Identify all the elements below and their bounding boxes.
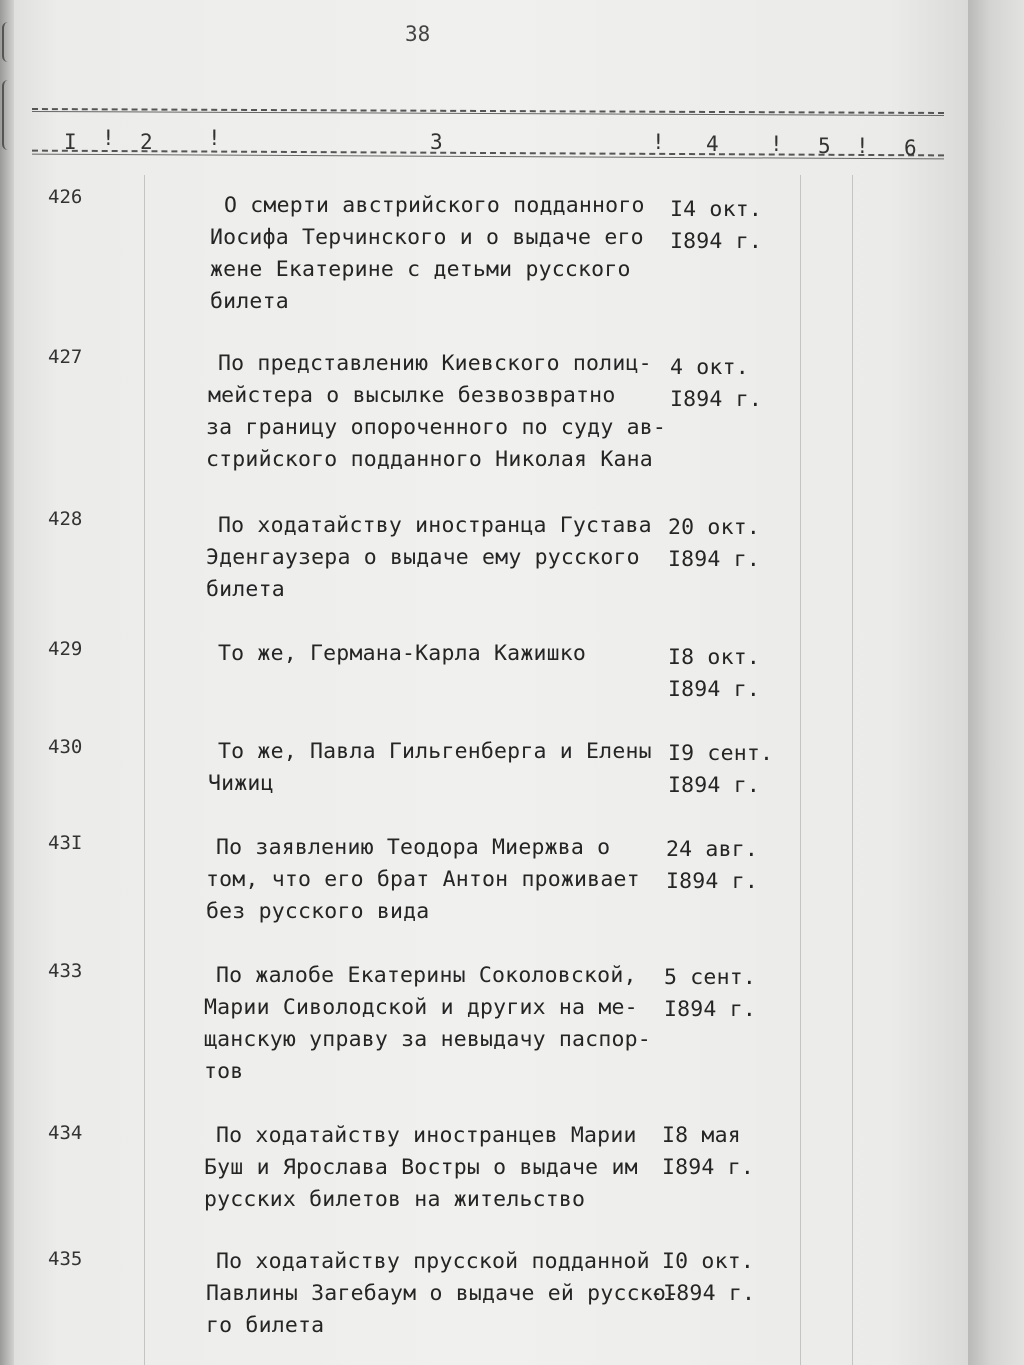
entry-date-line: I894 г. [666,869,759,894]
column-header-1: I [64,130,77,154]
entry-description-line: жене Екатерине с детьми русского [210,257,631,282]
entry-number: 430 [48,736,83,758]
entry-description-line: О смерти австрийского подданного [224,193,645,218]
entry-description-line: По ходатайству иностранцев Марии [216,1123,637,1148]
entry-date-line: I4 окт. [670,197,763,222]
entry-number: 435 [48,1248,83,1270]
entry-date-line: 4 окт. [670,355,749,380]
entry-description-line: щанскую управу за невыдачу паспор- [204,1027,651,1052]
entry-description-line: Иосифа Терчинского и о выдаче его [210,225,644,250]
entry-description-line: Павлины Загебаум о выдаче ей русско- [206,1281,680,1306]
entry-date-line: I894 г. [668,773,761,798]
column-separator: ! [652,130,665,154]
entry-description-line: По заявлению Теодора Миержва о [216,835,611,860]
entry-description-line: То же, Павла Гильгенберга и Елены [218,739,652,764]
entry-number: 427 [48,346,83,368]
entry-description-line: за границу опороченного по суду ав- [206,415,667,440]
entry-date-line: 5 сент. [664,965,757,990]
entry-date-line: -I894 г. [650,1281,756,1306]
entry-description-line: русских билетов на жительство [204,1187,586,1212]
entry-number: 429 [48,638,83,660]
entry-description-line: мейстера о высылке безвозвратно [208,383,616,408]
entry-date-line: I894 г. [668,547,761,572]
entry-number: 426 [48,186,83,208]
entry-date-line: I894 г. [670,387,763,412]
column-separator: ! [102,126,115,150]
column-rule [852,175,853,1365]
entry-description-line: Чижиц [208,771,274,796]
column-header-6: 6 [904,136,917,160]
page-edge [0,0,14,1365]
entry-description-line: Буш и Ярослава Востры о выдаче им [204,1155,638,1180]
column-header-5: 5 [818,134,831,158]
column-header-4: 4 [706,132,719,156]
binding-mark [2,22,12,62]
entry-date-line: I9 сент. [668,741,774,766]
entry-description-line: без русского вида [206,899,430,924]
entry-description-line: стрийского подданного Николая Кана [206,447,653,472]
entry-description-line: По жалобе Екатерины Соколовской, [216,963,637,988]
binding-mark [2,80,12,150]
entry-date-line: I894 г. [664,997,757,1022]
entry-description-line: То же, Германа-Карла Кажишко [218,641,587,666]
entry-description-line: По ходатайству иностранца Густава [218,513,652,538]
entry-date-line: I8 мая [662,1123,741,1148]
entry-description-line: том, что его брат Антон проживает [206,867,640,892]
page-shadow [968,0,1024,1365]
entry-date-line: I0 окт. [662,1249,755,1274]
entry-date-line: 24 авг. [666,837,759,862]
entry-description-line: билета [206,577,285,602]
page-number: 38 [405,22,431,46]
entry-description-line: Эденгаузера о выдаче ему русского [206,545,640,570]
column-rule [800,175,801,1365]
entry-description-line: билета [210,289,289,314]
entry-description-line: По представлению Киевского полиц- [218,351,652,376]
entry-description-line: Марии Сиволодской и других на ме- [204,995,638,1020]
entry-number: 43I [48,832,83,854]
entry-date-line: I894 г. [662,1155,755,1180]
column-separator: ! [770,132,783,156]
entry-number: 433 [48,960,83,982]
column-separator: ! [856,134,869,158]
entry-number: 434 [48,1122,83,1144]
column-rule [144,175,145,1365]
column-separator: ! [208,126,221,150]
entry-date-line: I894 г. [668,677,761,702]
entry-description-line: го билета [206,1313,325,1338]
entry-description-line: тов [204,1059,244,1084]
entry-date-line: 20 окт. [668,515,761,540]
entry-number: 428 [48,508,83,530]
entry-date-line: I894 г. [670,229,763,254]
entry-date-line: I8 окт. [668,645,761,670]
entry-description-line: По ходатайству прусской подданной [216,1249,650,1274]
column-header-3: 3 [430,130,443,154]
column-header-2: 2 [140,130,153,154]
